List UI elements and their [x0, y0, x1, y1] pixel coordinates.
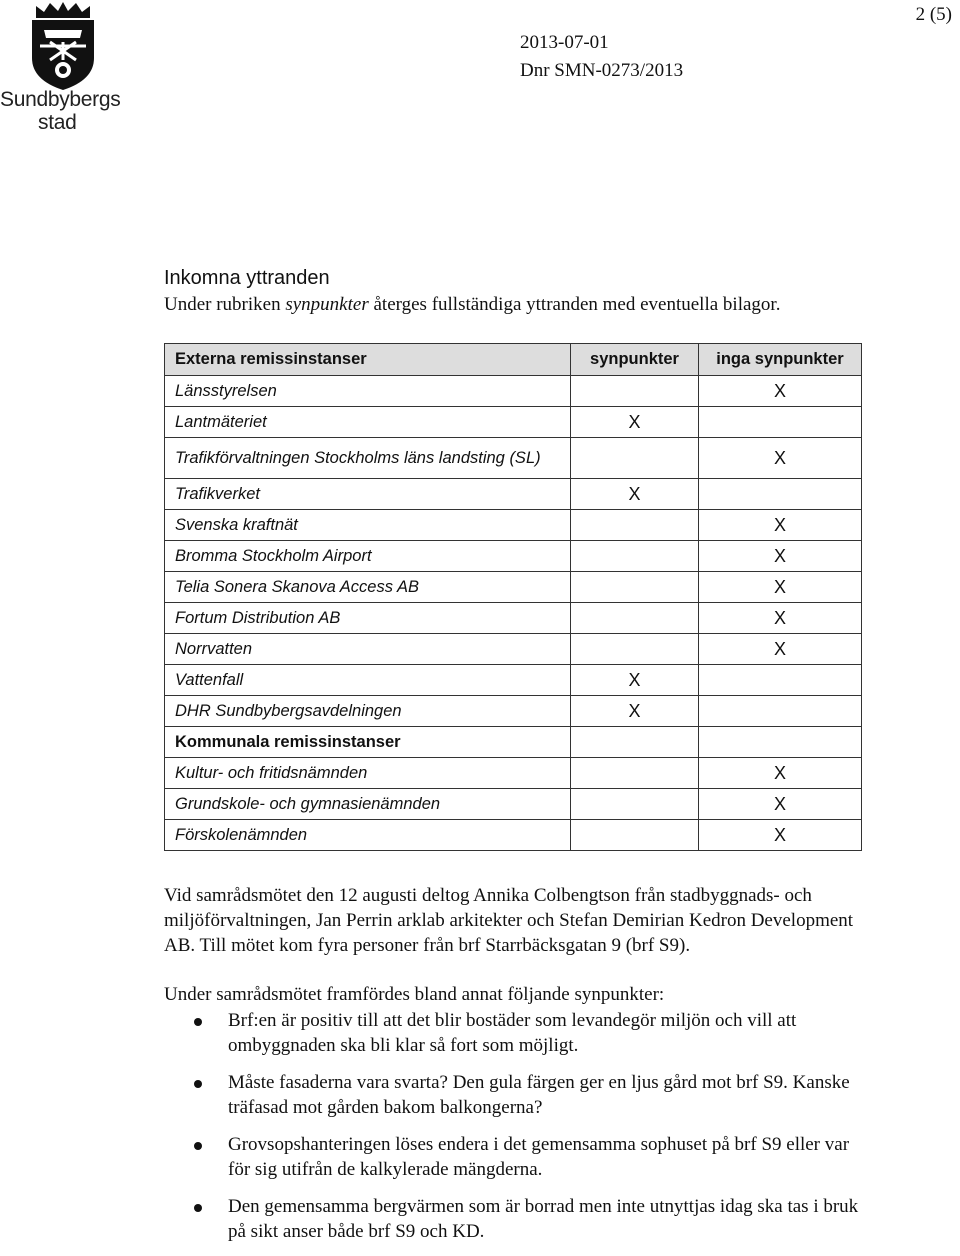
inga-synpunkter-cell: [699, 407, 862, 438]
column-header-organisation: Externa remissinstanser: [165, 344, 571, 376]
list-item: [164, 1070, 864, 1120]
table-row: [165, 407, 862, 438]
inga-synpunkter-cell: [699, 479, 862, 510]
inga-synpunkter-cell: X: [699, 376, 862, 407]
table-row: [165, 758, 862, 789]
inga-synpunkter-cell: X: [699, 572, 862, 603]
list-item: [164, 1132, 864, 1182]
document-date: 2013-07-01: [520, 32, 609, 53]
organisation-cell: Lantmäteriet: [165, 407, 571, 438]
synpunkter-cell: X: [571, 479, 699, 510]
table-row: [165, 572, 862, 603]
synpunkter-cell: X: [571, 407, 699, 438]
opinions-list: [164, 1008, 864, 1256]
inga-synpunkter-cell: [699, 696, 862, 727]
synpunkter-cell: [571, 541, 699, 572]
logo-text-line1: Sundbybergs: [0, 88, 121, 111]
synpunkter-cell: X: [571, 696, 699, 727]
logo-text-line2: stad: [38, 111, 77, 134]
section-intro: [164, 294, 780, 316]
inga-synpunkter-cell: X: [699, 820, 862, 851]
table-row: [165, 820, 862, 851]
column-header-inga-synpunkter: inga synpunkter: [699, 344, 862, 376]
organisation-cell: Bromma Stockholm Airport: [165, 541, 571, 572]
bullet-icon: [194, 1204, 202, 1212]
inga-synpunkter-cell: X: [699, 541, 862, 572]
organisation-cell: Länsstyrelsen: [165, 376, 571, 407]
list-item-text: Måste fasaderna vara svarta? Den gula färgen ger en ljus gård mot brf S9. Kanske träfasad mot gården bakom balkongerna?: [228, 1072, 850, 1118]
synpunkter-cell: [571, 510, 699, 541]
meeting-paragraph: Vid samrådsmötet den 12 augusti deltog Annika Colbengtson från stadbyggnads- och miljöförvaltningen, Jan Perrin arklab arkitekter och Stefan Demirian Kedron Development AB. Till mötet kom fyra personer från brf Starrbäcksgatan 9 (brf S9).: [164, 885, 854, 956]
referral-table: [164, 343, 862, 851]
section-row: [165, 727, 862, 758]
table-row: [165, 479, 862, 510]
table-row: [165, 634, 862, 665]
list-item-text: Den gemensamma bergvärmen som är borrad men inte utnyttjas idag ska tas i bruk på sikt anser både brf S9 och KD.: [228, 1196, 859, 1242]
bullet-icon: [194, 1080, 202, 1088]
organisation-cell: DHR Sundbybergsavdelningen: [165, 696, 571, 727]
inga-synpunkter-cell: [699, 665, 862, 696]
organisation-cell: Fortum Distribution AB: [165, 603, 571, 634]
organisation-cell: Norrvatten: [165, 634, 571, 665]
inga-synpunkter-cell: X: [699, 634, 862, 665]
organisation-cell: Vattenfall: [165, 665, 571, 696]
intro-text-before: Under rubriken: [164, 294, 286, 315]
synpunkter-cell: [571, 603, 699, 634]
list-item-text: Grovsopshanteringen löses endera i det gemensamma sophuset på brf S9 eller var för sig utifrån de kalkylerade mängderna.: [228, 1134, 850, 1180]
table-row: [165, 510, 862, 541]
inga-synpunkter-cell: X: [699, 510, 862, 541]
organisation-cell: Telia Sonera Skanova Access AB: [165, 572, 571, 603]
table-row: [165, 789, 862, 820]
organisation-cell: Förskolenämnden: [165, 820, 571, 851]
intro-text-after: återges fullständiga yttranden med eventuella bilagor.: [368, 294, 781, 315]
inga-synpunkter-cell: X: [699, 758, 862, 789]
inga-synpunkter-cell: X: [699, 789, 862, 820]
table-row: [165, 665, 862, 696]
organisation-cell: Svenska kraftnät: [165, 510, 571, 541]
bullet-icon: [194, 1018, 202, 1026]
synpunkter-cell: [571, 634, 699, 665]
column-header-synpunkter: synpunkter: [571, 344, 699, 376]
opinions-intro: Under samrådsmötet framfördes bland annat följande synpunkter:: [164, 984, 665, 1005]
municipal-section-header: Kommunala remissinstanser: [165, 727, 571, 758]
table-row: [165, 438, 862, 479]
synpunkter-cell: [571, 376, 699, 407]
organisation-cell: Grundskole- och gymnasienämnden: [165, 789, 571, 820]
synpunkter-cell: [571, 438, 699, 479]
table-row: [165, 376, 862, 407]
document-reference: Dnr SMN-0273/2013: [520, 60, 684, 81]
bullet-icon: [194, 1142, 202, 1150]
organisation-cell: Trafikförvaltningen Stockholms läns landsting (SL): [165, 438, 571, 479]
table-row: [165, 541, 862, 572]
list-item: [164, 1194, 864, 1244]
table-header-row: [165, 344, 862, 376]
synpunkter-cell: [571, 789, 699, 820]
organisation-cell: Kultur- och fritidsnämnden: [165, 758, 571, 789]
synpunkter-cell: [571, 572, 699, 603]
organisation-cell: Trafikverket: [165, 479, 571, 510]
list-item: [164, 1008, 864, 1058]
inga-synpunkter-cell: X: [699, 438, 862, 479]
synpunkter-cell: [571, 820, 699, 851]
synpunkter-cell: X: [571, 665, 699, 696]
page-number: 2 (5): [915, 4, 952, 25]
synpunkter-cell: [571, 758, 699, 789]
list-item-text: Brf:en är positiv till att det blir bostäder som levandegör miljön och vill att ombyggnaden ska bli klar så fort som möjligt.: [228, 1010, 797, 1056]
table-row: [165, 696, 862, 727]
intro-text-italic: synpunkter: [285, 294, 369, 315]
table-row: [165, 603, 862, 634]
empty-cell: [571, 727, 699, 758]
inga-synpunkter-cell: X: [699, 603, 862, 634]
section-title: Inkomna yttranden: [164, 267, 330, 289]
empty-cell: [699, 727, 862, 758]
